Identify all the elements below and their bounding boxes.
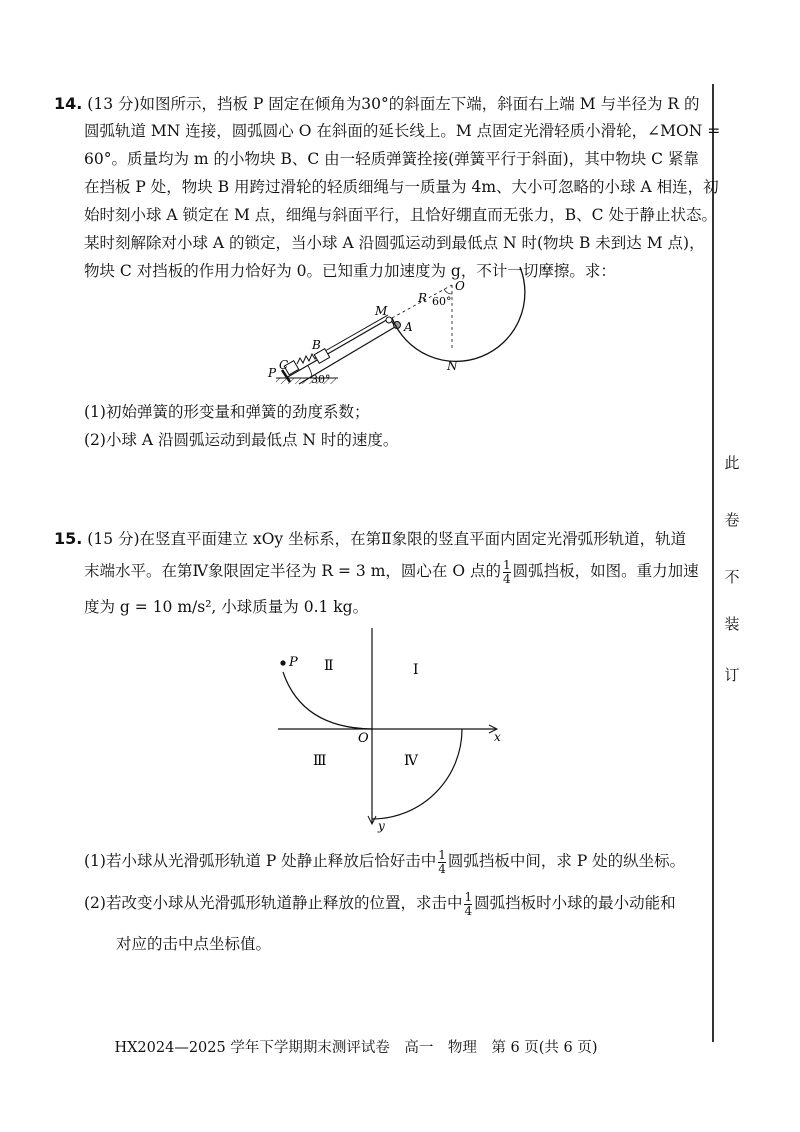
question-15-1 <box>84 846 685 876</box>
label-x: x <box>494 730 501 744</box>
problem-14-line: 始时刻小球 A 锁定在 M 点，细绳与斜面平行，且恰好绷直而无张力，B、C 处于静止状态。 <box>84 206 717 224</box>
question-text: 圆弧挡板中间，求 P 处的纵坐标。 <box>447 852 686 870</box>
page-footer: HX2024—2025 学年下学期期末测评试卷 高一 物理 第 6 页(共 6 页) <box>114 1040 598 1056</box>
problem-14-line: 在挡板 P 处，物块 B 用跨过滑轮的轻质细绳与一质量为 4m、大小可忽略的小球 A 相连，初 <box>84 178 719 196</box>
label-c: C <box>279 358 289 372</box>
label-angle-60: 60° <box>432 295 452 308</box>
binding-char: 订 <box>724 666 740 684</box>
binding-char: 不 <box>724 568 740 586</box>
label-p: P <box>289 655 298 670</box>
label-p: P <box>268 366 277 380</box>
label-quadrant-1: Ⅰ <box>413 662 419 678</box>
label-quadrant-3: Ⅲ <box>313 753 327 769</box>
problem-14-line: 圆弧轨道 MN 连接，圆弧圆心 O 在斜面的延长线上。M 点固定光滑轻质小滑轮，∠MON = <box>84 122 721 140</box>
problem-number: 14. <box>54 94 83 113</box>
label-r: R <box>418 291 428 305</box>
fraction-numerator: 1 <box>502 557 511 572</box>
label-m: M <box>375 304 388 318</box>
label-a: A <box>404 320 413 334</box>
fraction-quarter <box>464 891 472 918</box>
question-text: (2)若改变小球从光滑弧形轨道静止释放的位置，求击中 <box>84 894 463 912</box>
binding-char: 此 <box>724 454 740 472</box>
fraction-quarter <box>438 849 446 876</box>
problem-text: 圆弧挡板，如图。重力加速 <box>512 562 699 580</box>
question-text: 圆弧挡板时小球的最小动能和 <box>474 894 676 912</box>
curved-track <box>283 672 372 729</box>
fraction-numerator: 1 <box>464 889 473 904</box>
label-origin: O <box>358 731 369 746</box>
label-quadrant-4: Ⅳ <box>404 753 418 769</box>
label-b: B <box>312 338 321 352</box>
problem-text: (13 分)如图所示，挡板 P 固定在倾角为30°的斜面左下端，斜面右上端 M 与半径为 R 的 <box>87 95 700 113</box>
label-o: O <box>455 279 465 293</box>
problem-number: 15. <box>54 529 83 548</box>
problem-14-line: 60°。质量均为 m 的小物块 B、C 由一轻质弹簧拴接(弹簧平行于斜面)，其中物块 C 紧靠 <box>84 150 699 168</box>
problem-14-line: 物块 C 对挡板的作用力恰好为 0。已知重力加速度为 g，不计一切摩擦。求： <box>84 262 616 280</box>
fraction-denominator: 4 <box>464 903 473 918</box>
question-text: (1)若小球从光滑弧形轨道 P 处静止释放后恰好击中 <box>84 852 437 870</box>
problem-15-line: 度为 g = 10 m/s², 小球质量为 0.1 kg。 <box>84 598 369 616</box>
problem-14-line: 某时刻解除对小球 A 的锁定，当小球 A 沿圆弧运动到最低点 N 时(物块 B 未到达 M 点)， <box>84 234 705 252</box>
problem-text: (15 分)在竖直平面建立 xOy 坐标系，在第Ⅱ象限的竖直平面内固定光滑弧形轨道，轨道 <box>87 530 687 548</box>
question-14-1: (1)初始弹簧的形变量和弹簧的劲度系数； <box>84 403 370 421</box>
fraction-denominator: 4 <box>502 571 511 586</box>
binding-char: 装 <box>724 615 740 633</box>
fraction-denominator: 4 <box>438 861 446 876</box>
problem-text: 末端水平。在第Ⅳ象限固定半径为 R = 3 m，圆心在 O 点的 <box>84 562 501 580</box>
quarter-arc-board <box>372 729 462 819</box>
label-y: y <box>378 819 385 833</box>
question-14-2: (2)小球 A 沿圆弧运动到最低点 N 时的速度。 <box>84 431 399 449</box>
question-15-2 <box>84 888 676 918</box>
point-p <box>280 660 285 665</box>
question-15-2-cont: 对应的击中点坐标值。 <box>116 935 272 953</box>
binding-char: 卷 <box>724 511 740 529</box>
fraction-numerator: 1 <box>438 847 446 862</box>
label-quadrant-2: Ⅱ <box>324 658 334 674</box>
label-n: N <box>447 359 458 373</box>
label-angle-30: 30° <box>311 373 331 386</box>
